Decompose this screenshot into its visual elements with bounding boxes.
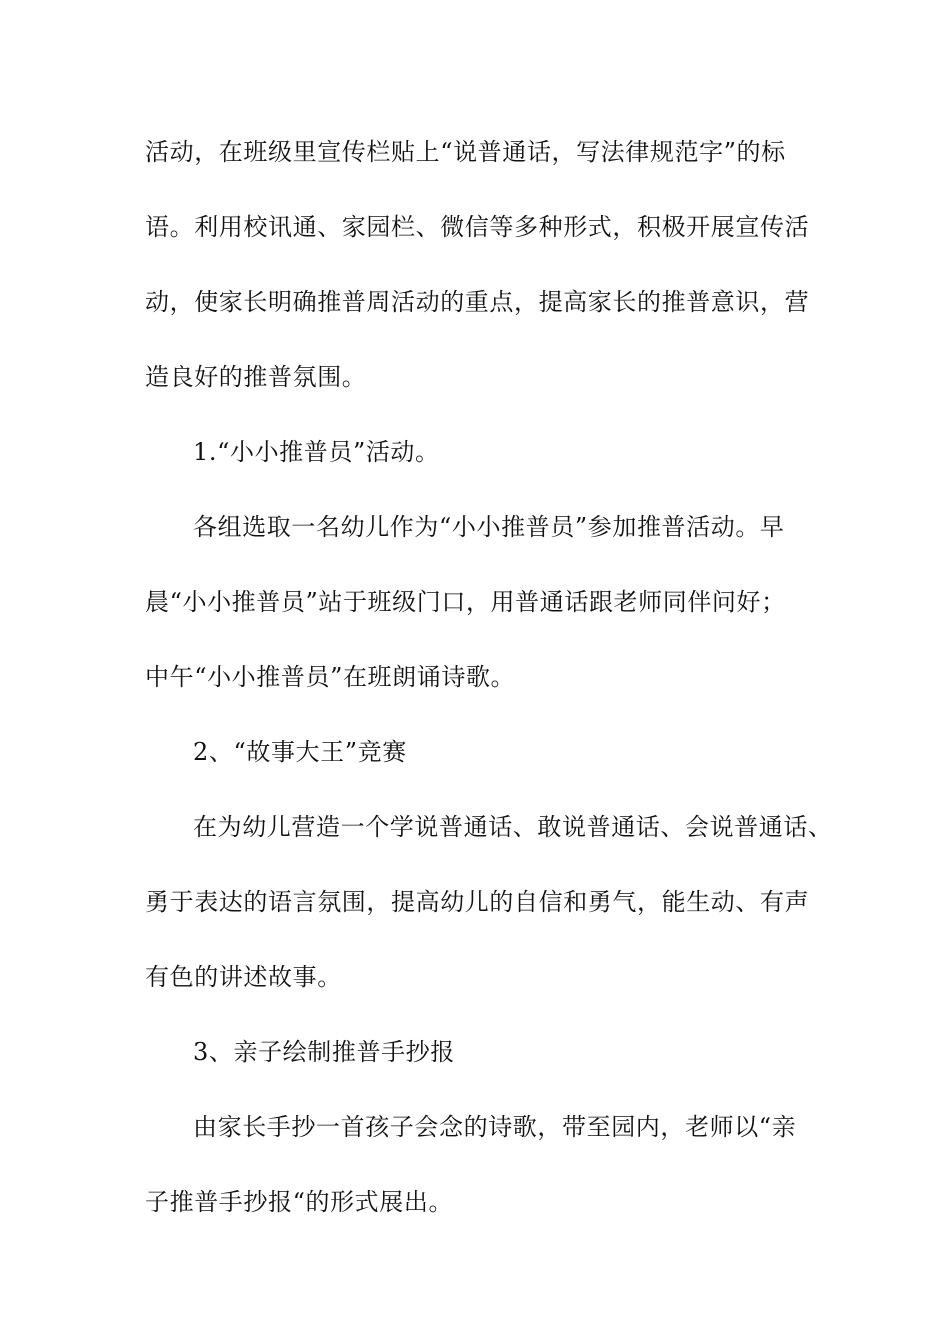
- section-heading: 3、亲子绘制推普手抄报: [193, 1038, 455, 1066]
- paragraph-line: 有色的讲述故事。: [145, 963, 342, 991]
- paragraph-line: 由家长手抄一首孩子会念的诗歌，带至园内，老师以“亲: [193, 1113, 797, 1141]
- paragraph-line: 子推普手抄报“的形式展出。: [145, 1188, 454, 1216]
- paragraph-line: 在为幼儿营造一个学说普通话、敢说普通话、会说普通话、: [193, 813, 833, 841]
- paragraph-line: 活动，在班级里宣传栏贴上“说普通话，写法律规范字”的标: [145, 138, 786, 166]
- paragraph-line: 动，使家长明确推普周活动的重点，提高家长的推普意识，营: [145, 288, 810, 316]
- section-heading: 2、“故事大王”竞赛: [193, 738, 407, 766]
- paragraph-line: 语。利用校讯通、家园栏、微信等多种形式，积极开展宣传活: [145, 213, 810, 241]
- paragraph-line: 勇于表达的语言氛围，提高幼儿的自信和勇气，能生动、有声: [145, 888, 810, 916]
- paragraph-line: 造良好的推普氛围。: [145, 363, 367, 391]
- paragraph-line: 中午“小小推普员”在班朗诵诗歌。: [145, 663, 516, 691]
- paragraph-line: 各组选取一名幼儿作为“小小推普员”参加推普活动。早: [193, 513, 785, 541]
- section-heading: 1.“小小推普员”活动。: [193, 438, 440, 466]
- paragraph-line: 晨“小小推普员”站于班级门口，用普通话跟老师同伴问好；: [145, 588, 786, 616]
